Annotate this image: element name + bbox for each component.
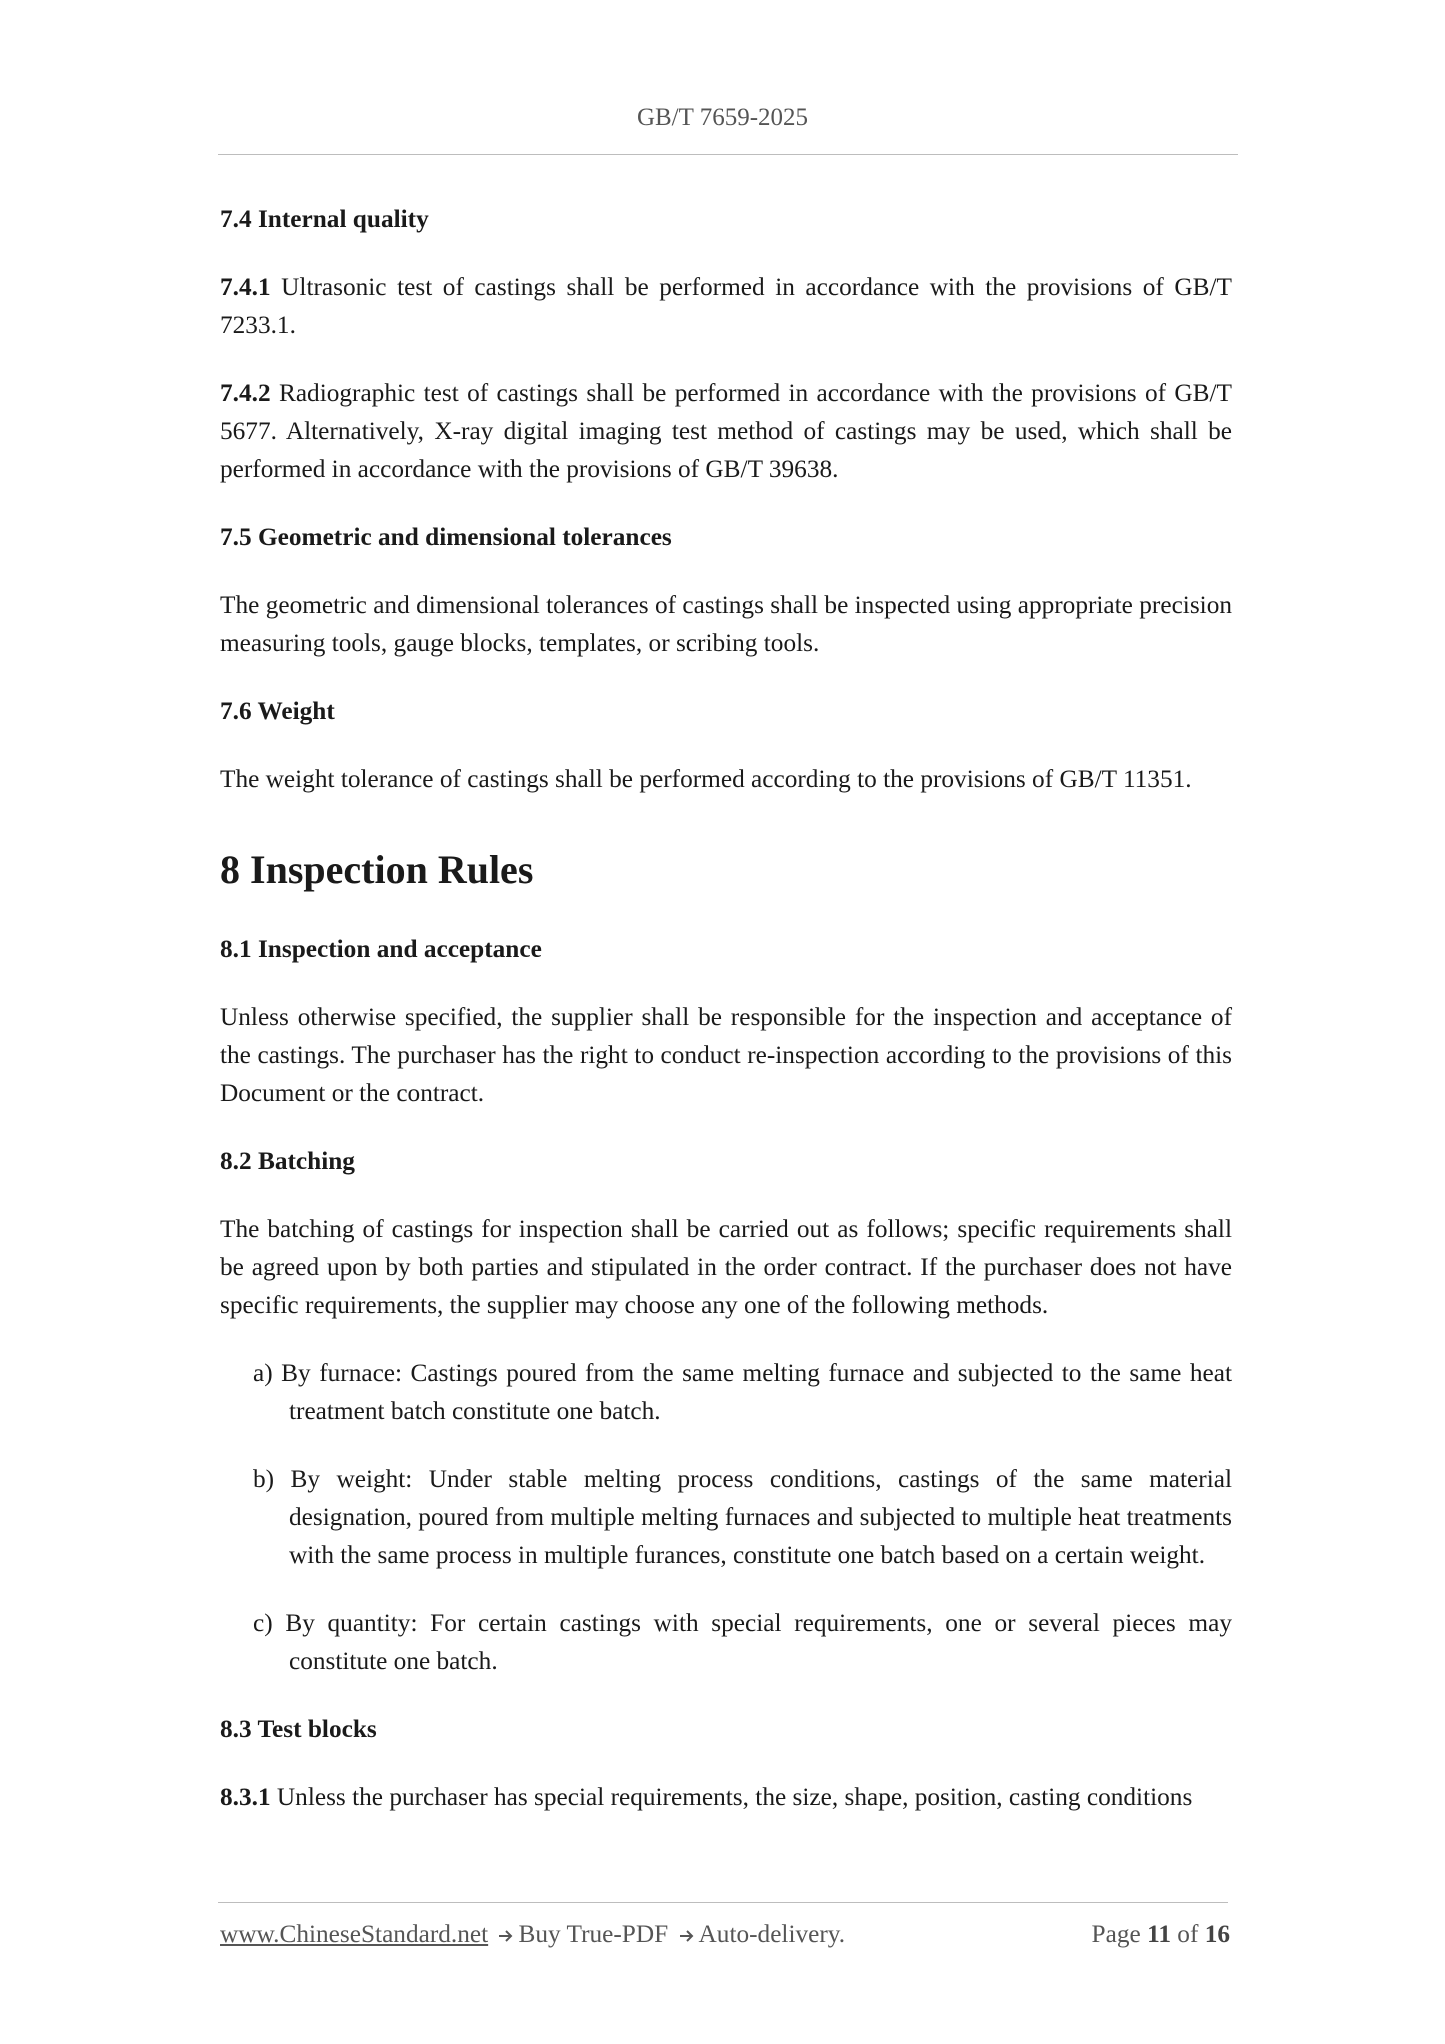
list-item: b) By weight: Under stable melting process conditions, castings of the same material designation, poured from multiple melting furnaces and subjected to multiple heat treatments with the same process in multiple furances, constitute one batch based on a certain weight. bbox=[253, 1465, 1232, 1569]
arrow-right-icon bbox=[679, 1928, 695, 1944]
page-label: Page bbox=[1091, 1920, 1141, 1948]
list-item: c) By quantity: For certain castings with special requirements, one or several pieces may constitute one batch. bbox=[253, 1609, 1232, 1675]
arrow-right-icon bbox=[498, 1928, 514, 1944]
page-total: 16 bbox=[1204, 1920, 1230, 1948]
document-body bbox=[220, 200, 1232, 1816]
header-divider bbox=[218, 154, 1238, 155]
footer-links bbox=[220, 1920, 845, 1949]
paragraph-8-2: The batching of castings for inspection shall be carried out as follows; specific requirements shall be agreed upon by both parties and stipulated in the order contract. If the purchaser does not have specific requirements, the supplier may choose any one of the following methods. bbox=[220, 1215, 1232, 1319]
clause-text: Ultrasonic test of castings shall be performed in accordance with the provisions of GB/T 7233.1. bbox=[220, 273, 1232, 339]
page-indicator bbox=[1092, 1920, 1230, 1949]
heading-8: 8 Inspection Rules bbox=[220, 847, 534, 892]
heading-7-5: 7.5 Geometric and dimensional tolerances bbox=[220, 523, 672, 551]
page-current: 11 bbox=[1147, 1920, 1171, 1948]
footer-divider bbox=[218, 1902, 1228, 1903]
clause-number: 7.4.2 bbox=[220, 379, 271, 407]
clause-number: 8.3.1 bbox=[220, 1783, 271, 1811]
list-item: a) By furnace: Castings poured from the same melting furnace and subjected to the same heat treatment batch constitute one batch. bbox=[253, 1359, 1232, 1425]
delivery-text: Auto-delivery. bbox=[698, 1920, 846, 1948]
heading-8-3: 8.3 Test blocks bbox=[220, 1715, 377, 1743]
clause-text: Unless the purchaser has special requirements, the size, shape, position, casting conditions bbox=[270, 1783, 1193, 1811]
paragraph-7-5: The geometric and dimensional tolerances of castings shall be inspected using appropriate precision measuring tools, gauge blocks, templates, or scribing tools. bbox=[220, 591, 1232, 657]
heading-8-2: 8.2 Batching bbox=[220, 1147, 355, 1175]
clause-8-3-1 bbox=[220, 1778, 1232, 1816]
site-link[interactable]: www.ChineseStandard.net bbox=[220, 1920, 489, 1948]
buy-text: Buy True-PDF bbox=[518, 1920, 669, 1948]
heading-8-1: 8.1 Inspection and acceptance bbox=[220, 935, 542, 963]
heading-7-6: 7.6 Weight bbox=[220, 697, 335, 725]
document-header: GB/T 7659-2025 bbox=[636, 104, 809, 131]
clause-7-4-2 bbox=[220, 374, 1232, 488]
paragraph-8-1: Unless otherwise specified, the supplier shall be responsible for the inspection and acceptance of the castings. The purchaser has the right to conduct re-inspection according to the provisions of this Document or the contract. bbox=[220, 1003, 1232, 1107]
clause-text: Radiographic test of castings shall be performed in accordance with the provisions of GB/T 5677. Alternatively, X-ray digital imaging test method of castings may be used, which shall be performed in accordance with the provisions of GB/T 39638. bbox=[220, 379, 1232, 483]
paragraph-7-6: The weight tolerance of castings shall be performed according to the provisions of GB/T 11351. bbox=[220, 765, 1192, 793]
clause-7-4-1 bbox=[220, 268, 1232, 344]
heading-7-4: 7.4 Internal quality bbox=[220, 205, 429, 233]
of-label: of bbox=[1177, 1920, 1199, 1948]
clause-number: 7.4.1 bbox=[220, 273, 271, 301]
